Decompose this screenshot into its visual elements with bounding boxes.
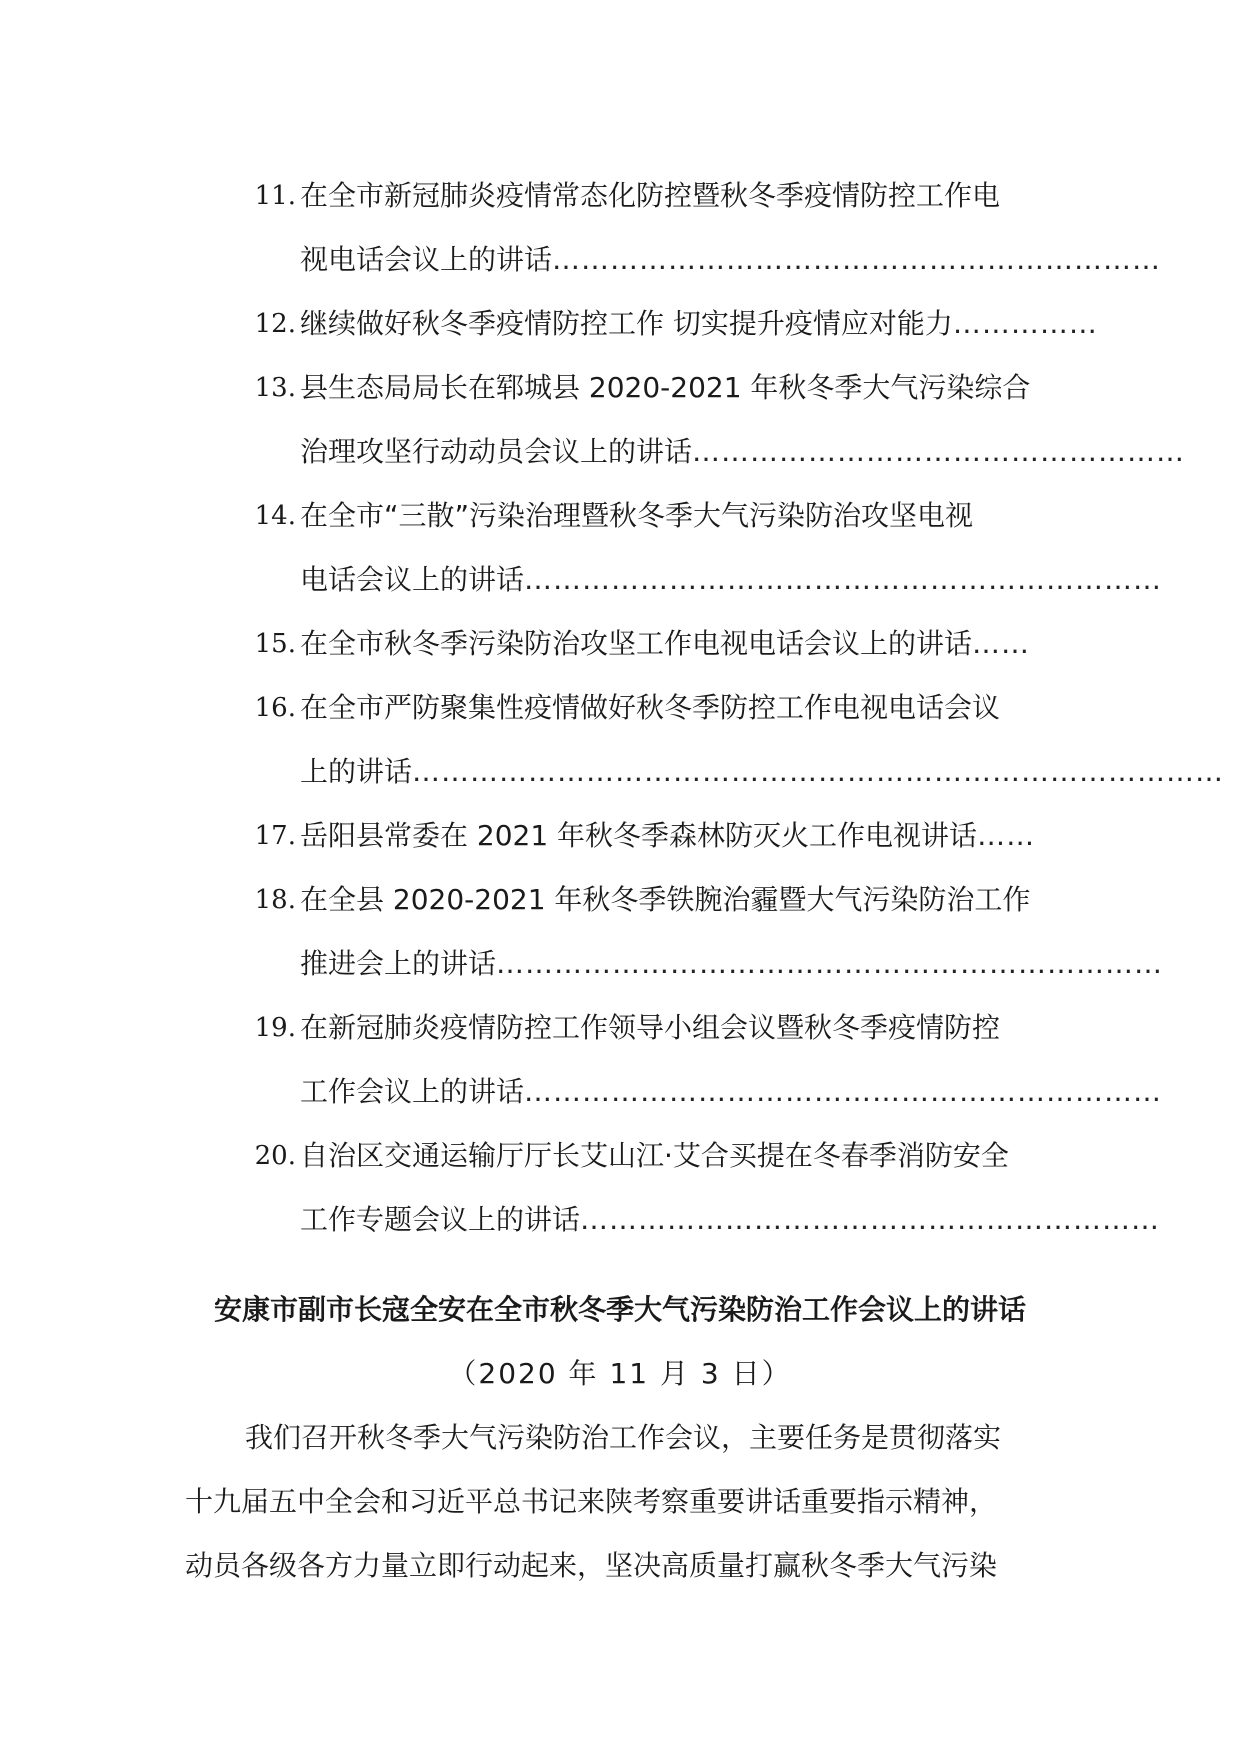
toc-title-cont: [300, 1188, 1160, 1252]
toc-line: [250, 676, 1050, 740]
paragraph-line: 动员各级各方力量立即行动起来，坚决高质量打赢秋冬季大气污染: [185, 1549, 998, 1582]
toc-title-text: 继续做好秋冬季疫情防控工作 切实提升疫情应对能力: [300, 307, 953, 340]
toc-line: [250, 292, 1098, 356]
toc-line: [250, 356, 1050, 420]
toc-title: [300, 612, 1030, 676]
toc-title-cont-text: 治理攻坚行动动员会议上的讲话: [300, 435, 693, 468]
toc-title-cont: [300, 420, 1185, 484]
toc-title-cont-text: 上的讲话: [300, 755, 413, 788]
toc-leader-dots: ……………………………………………………………: [496, 947, 1164, 980]
toc-line: [250, 420, 1186, 484]
toc-title: 在全县 2020-2021 年秋冬季铁腕治霾暨大气污染防治工作: [300, 883, 1031, 916]
toc-title-cont: [300, 740, 1224, 804]
toc-title-cont: [300, 1060, 1162, 1124]
toc-line: [250, 804, 1050, 868]
toc-title: [300, 804, 1035, 868]
toc-title: 县生态局局长在郓城县 2020-2021 年秋冬季大气污染综合: [300, 371, 1031, 404]
toc-number: 20.: [254, 1141, 296, 1171]
toc-title: 在全市新冠肺炎疫情常态化防控暨秋冬季疫情防控工作电: [300, 179, 1001, 212]
toc-title: 在全市严防聚集性疫情做好秋冬季防控工作电视电话会议: [300, 691, 1001, 724]
toc-line: [250, 932, 1164, 996]
paragraph-line: 十九届五中全会和习近平总书记来陕考察重要讲话重要指示精神，: [185, 1485, 998, 1518]
toc-title-cont-text: 视电话会议上的讲话: [300, 243, 553, 276]
toc-title-cont: [300, 228, 1161, 292]
toc-leader-dots: ……………………………………………………: [580, 1203, 1161, 1236]
toc-number: 19.: [254, 1013, 296, 1043]
toc-line: [250, 1124, 1050, 1188]
paragraph-line: 我们召开秋冬季大气污染防治工作会议，主要任务是贯彻落实: [245, 1421, 1002, 1454]
toc-leader-dots: ……: [972, 627, 1031, 660]
toc-line: [250, 740, 1225, 804]
toc-entry[interactable]: [250, 868, 1164, 996]
toc-number: 13.: [254, 373, 296, 403]
toc-number: 11.: [254, 181, 296, 211]
toc-number: 12.: [254, 309, 296, 339]
toc-number: 14.: [254, 501, 296, 531]
toc-entry[interactable]: [250, 612, 1050, 676]
toc-line: [250, 1188, 1161, 1252]
toc-number: 16.: [254, 693, 296, 723]
toc-title-text: 岳阳县常委在 2021 年秋冬季森林防灭火工作电视讲话: [300, 819, 978, 852]
toc-leader-dots: …………………………………………………………: [524, 1075, 1163, 1108]
toc-line: [250, 228, 1162, 292]
toc-line: [250, 164, 1050, 228]
toc-entry[interactable]: [250, 804, 1050, 868]
toc-entry[interactable]: [250, 356, 1186, 484]
toc-line: [250, 996, 1050, 1060]
toc-number: 18.: [254, 885, 296, 915]
toc-title-cont-text: 工作专题会议上的讲话: [300, 1203, 581, 1236]
toc-line: [250, 548, 1163, 612]
toc-entry[interactable]: [250, 1124, 1161, 1252]
toc-leader-dots: ……………………………………………: [692, 435, 1186, 468]
article-title: 安康市副市长寇全安在全市秋冬季大气污染防治工作会议上的讲话: [213, 1293, 1026, 1326]
toc-line: [250, 868, 1050, 932]
toc-leader-dots: …………………………………………………………………………: [412, 755, 1225, 788]
toc-title: 在全市“三散”污染治理暨秋冬季大气污染防治攻坚电视: [300, 499, 974, 532]
toc-leader-dots: ……: [977, 819, 1036, 852]
toc-title-cont-text: 电话会议上的讲话: [300, 563, 525, 596]
toc-leader-dots: ………………………………………………………: [552, 243, 1162, 276]
toc-title: [300, 292, 1098, 356]
toc-entry[interactable]: [250, 164, 1162, 292]
toc-number: 17.: [254, 821, 296, 851]
article-date: （2020 年 11 月 3 日）: [448, 1357, 792, 1390]
toc-leader-dots: …………………………………………………………: [524, 563, 1163, 596]
toc-title-cont: [300, 548, 1162, 612]
toc-title-cont: [300, 932, 1163, 996]
toc-number: 15.: [254, 629, 296, 659]
toc-title-text: 在全市秋冬季污染防治攻坚工作电视电话会议上的讲话: [300, 627, 973, 660]
toc-line: [250, 484, 1050, 548]
toc-leader-dots: ……………: [952, 307, 1098, 340]
toc-title-cont-text: 推进会上的讲话: [300, 947, 497, 980]
toc-entry[interactable]: [250, 292, 1098, 356]
toc-line: [250, 612, 1050, 676]
toc-line: [250, 1060, 1163, 1124]
toc-title: 在新冠肺炎疫情防控工作领导小组会议暨秋冬季疫情防控: [300, 1011, 1001, 1044]
toc-entry[interactable]: [250, 484, 1163, 612]
toc-title-cont-text: 工作会议上的讲话: [300, 1075, 525, 1108]
toc-title: 自治区交通运输厅厅长艾山江·艾合买提在冬春季消防安全: [300, 1139, 1009, 1172]
toc-entry[interactable]: [250, 996, 1163, 1124]
toc-entry[interactable]: [250, 676, 1225, 804]
